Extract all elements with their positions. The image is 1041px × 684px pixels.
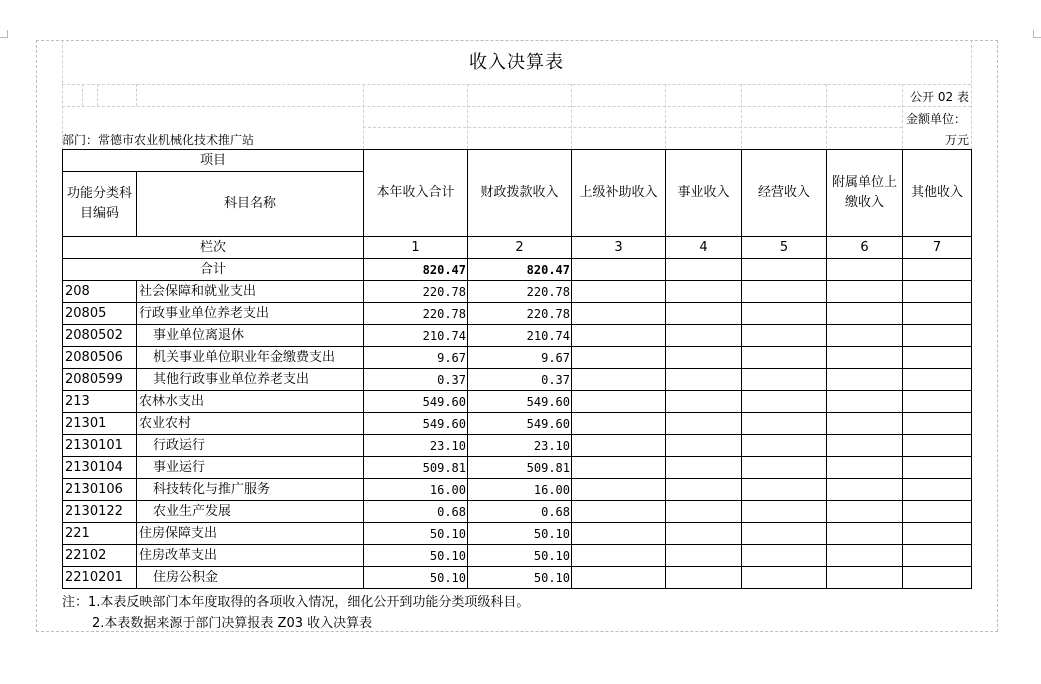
value-cell [742,281,827,303]
page-corner-mark [0,30,8,38]
value-cell [572,435,666,457]
value-cell: 23.10 [364,435,468,457]
table-row [63,303,972,325]
grid-line [571,84,572,149]
value-cell: 220.78 [468,281,572,303]
value-cell [827,347,903,369]
total-cell [903,259,972,281]
value-cell [572,523,666,545]
column-no: 1 [364,237,468,259]
value-cell: 50.10 [468,567,572,589]
value-cell [903,391,972,413]
value-cell: 50.10 [364,545,468,567]
grid-line [741,84,742,149]
table-row [63,479,972,501]
table-body [63,281,972,589]
value-cell: 16.00 [468,479,572,501]
table-row [63,567,972,589]
value-cell [666,325,742,347]
value-cell [827,545,903,567]
subject-name-cell: 行政运行 [137,435,364,457]
value-cell [572,479,666,501]
subject-name-cell: 社会保障和就业支出 [137,281,364,303]
header-col: 事业收入 [666,150,742,237]
value-cell [827,281,903,303]
grid-line [467,84,468,149]
value-cell [903,347,972,369]
value-cell [666,479,742,501]
value-cell [666,391,742,413]
form-number: 公开 02 表 [910,90,969,104]
table-row [63,391,972,413]
table-row [63,413,972,435]
value-cell [742,347,827,369]
value-cell [666,523,742,545]
value-cell [572,369,666,391]
table-row [63,545,972,567]
grid-line [826,84,827,149]
value-cell [903,435,972,457]
value-cell [666,457,742,479]
value-cell [742,479,827,501]
value-cell [666,413,742,435]
subject-name-cell: 行政事业单位养老支出 [137,303,364,325]
value-cell [827,391,903,413]
subject-name-cell: 住房公积金 [137,567,364,589]
subject-name-cell: 农林水支出 [137,391,364,413]
value-cell [827,479,903,501]
func-code-cell: 22102 [63,545,137,567]
table-row [63,457,972,479]
subject-name-cell: 事业单位离退休 [137,325,364,347]
value-cell: 220.78 [364,281,468,303]
header-func-code: 功能分类科目编码 [63,172,137,237]
value-cell: 220.78 [364,303,468,325]
header-col: 财政拨款收入 [468,150,572,237]
value-cell [742,303,827,325]
value-cell: 549.60 [468,413,572,435]
value-cell [827,523,903,545]
table-row [63,281,972,303]
func-code-cell: 20805 [63,303,137,325]
func-code-cell: 21301 [63,413,137,435]
header-col: 本年收入合计 [364,150,468,237]
unit-value: 万元 [944,133,969,147]
value-cell [903,567,972,589]
page-corner-mark [1033,30,1041,38]
column-no: 2 [468,237,572,259]
subject-name-cell: 事业运行 [137,457,364,479]
value-cell [903,303,972,325]
value-cell [827,435,903,457]
value-cell [903,501,972,523]
value-cell: 549.60 [364,391,468,413]
value-cell [666,501,742,523]
value-cell [742,457,827,479]
value-cell [666,545,742,567]
column-no-label: 栏次 [63,237,364,259]
note-line: 注：1.本表反映部门本年度取得的各项收入情况，细化公开到功能分类项级科目。 [62,595,530,610]
income-table [62,149,972,589]
grid-line [665,84,666,149]
func-code-cell: 213 [63,391,137,413]
value-cell: 9.67 [468,347,572,369]
value-cell [827,303,903,325]
value-cell [666,347,742,369]
subject-name-cell: 机关事业单位职业年金缴费支出 [137,347,364,369]
value-cell [742,523,827,545]
value-cell [572,391,666,413]
value-cell: 50.10 [468,523,572,545]
value-cell [827,457,903,479]
func-code-cell: 2130106 [63,479,137,501]
value-cell [903,281,972,303]
grid-line [363,84,364,149]
value-cell [742,413,827,435]
value-cell [903,523,972,545]
value-cell [903,325,972,347]
total-row [63,259,972,281]
func-code-cell: 208 [63,281,137,303]
value-cell [903,479,972,501]
table-row [63,523,972,545]
value-cell [666,567,742,589]
func-code-cell: 2130122 [63,501,137,523]
value-cell [572,567,666,589]
value-cell [572,347,666,369]
column-no: 6 [827,237,903,259]
subject-name-cell: 其他行政事业单位养老支出 [137,369,364,391]
value-cell: 50.10 [364,567,468,589]
value-cell: 509.81 [468,457,572,479]
unit-label: 金额单位： [905,112,966,126]
grid-line [363,127,902,128]
total-cell: 820.47 [468,259,572,281]
header-col: 附属单位上缴收入 [827,150,903,237]
value-cell: 16.00 [364,479,468,501]
table-row [63,501,972,523]
func-code-cell: 2080599 [63,369,137,391]
value-cell [903,545,972,567]
column-no: 3 [572,237,666,259]
header-col: 经营收入 [742,150,827,237]
value-cell [827,325,903,347]
value-cell [666,281,742,303]
value-cell: 0.68 [468,501,572,523]
page-title: 收入决算表 [469,52,564,73]
subject-name-cell: 住房改革支出 [137,545,364,567]
subject-name-cell: 农业生产发展 [137,501,364,523]
value-cell: 0.37 [364,369,468,391]
grid-line [97,84,98,106]
note-line: 2.本表数据来源于部门决算报表 Z03 收入决算表 [92,616,373,631]
func-code-cell: 2130104 [63,457,137,479]
table-row [63,435,972,457]
value-cell: 0.68 [364,501,468,523]
total-cell [666,259,742,281]
column-no: 7 [903,237,972,259]
header-subject-name: 科目名称 [137,172,364,237]
func-code-cell: 2210201 [63,567,137,589]
value-cell [903,413,972,435]
value-cell: 549.60 [364,413,468,435]
grid-line [136,84,137,106]
value-cell [572,303,666,325]
func-code-cell: 2080506 [63,347,137,369]
value-cell [827,567,903,589]
grid-line [82,84,83,106]
value-cell [903,457,972,479]
value-cell [742,325,827,347]
column-no: 5 [742,237,827,259]
value-cell [827,501,903,523]
value-cell [572,281,666,303]
header-col: 上级补助收入 [572,150,666,237]
value-cell [903,369,972,391]
value-cell [666,303,742,325]
table-row [63,325,972,347]
value-cell [666,369,742,391]
grid-line [902,84,903,149]
value-cell: 220.78 [468,303,572,325]
value-cell: 549.60 [468,391,572,413]
value-cell: 9.67 [364,347,468,369]
table-row [63,347,972,369]
table-row [63,369,972,391]
total-cell [827,259,903,281]
value-cell [742,391,827,413]
value-cell [572,501,666,523]
value-cell [572,457,666,479]
value-cell [742,435,827,457]
grid-line [62,106,971,107]
header-project: 项目 [63,150,364,172]
value-cell [572,325,666,347]
department-label: 部门：常德市农业机械化技术推广站 [62,133,255,147]
value-cell [827,369,903,391]
value-cell [572,413,666,435]
total-label: 合计 [63,259,364,281]
value-cell [742,501,827,523]
subject-name-cell: 科技转化与推广服务 [137,479,364,501]
value-cell: 50.10 [468,545,572,567]
grid-line [62,84,971,85]
notes [62,592,529,634]
total-cell: 820.47 [364,259,468,281]
total-cell [742,259,827,281]
subject-name-cell: 住房保障支出 [137,523,364,545]
value-cell: 210.74 [364,325,468,347]
value-cell: 509.81 [364,457,468,479]
value-cell: 50.10 [364,523,468,545]
func-code-cell: 2080502 [63,325,137,347]
value-cell [572,545,666,567]
func-code-cell: 2130101 [63,435,137,457]
value-cell: 210.74 [468,325,572,347]
column-no: 4 [666,237,742,259]
header-col: 其他收入 [903,150,972,237]
total-cell [572,259,666,281]
value-cell [742,369,827,391]
value-cell: 0.37 [468,369,572,391]
subject-name-cell: 农业农村 [137,413,364,435]
grid-line [971,40,972,149]
func-code-cell: 221 [63,523,137,545]
value-cell [827,413,903,435]
value-cell [742,567,827,589]
value-cell: 23.10 [468,435,572,457]
value-cell [742,545,827,567]
value-cell [666,435,742,457]
